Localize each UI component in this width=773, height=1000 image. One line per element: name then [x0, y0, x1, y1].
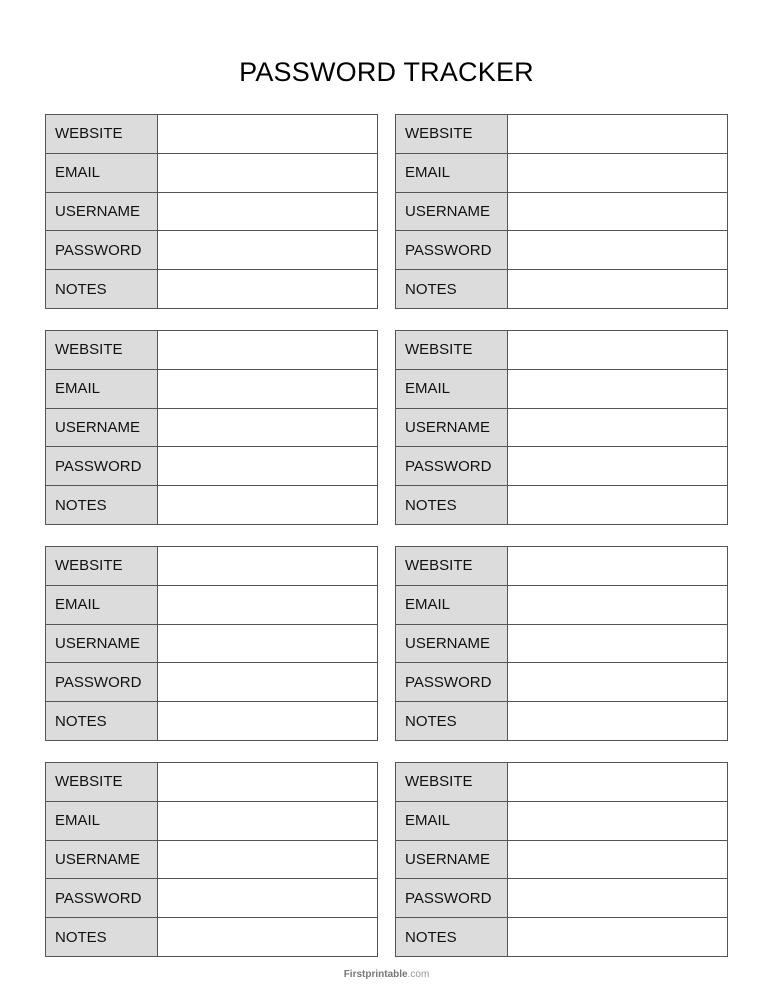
field-label-email: EMAIL	[396, 802, 508, 840]
field-label-username: USERNAME	[46, 625, 158, 663]
field-value-website[interactable]	[158, 763, 377, 801]
field-row-username	[396, 840, 727, 879]
page-title: PASSWORD TRACKER	[239, 57, 534, 87]
field-label-website: WEBSITE	[396, 763, 508, 801]
field-row-password	[396, 662, 727, 701]
field-row-website	[46, 115, 377, 153]
field-row-password	[46, 662, 377, 701]
password-cards-grid	[45, 114, 728, 957]
field-label-notes: NOTES	[46, 486, 158, 524]
field-row-email	[46, 153, 377, 192]
field-label-notes: NOTES	[396, 270, 508, 308]
field-row-username	[46, 192, 377, 231]
field-row-website	[396, 547, 727, 585]
password-entry-card	[45, 114, 378, 309]
field-row-website	[46, 547, 377, 585]
field-label-username: USERNAME	[396, 625, 508, 663]
field-value-password[interactable]	[508, 879, 727, 917]
field-label-website: WEBSITE	[396, 331, 508, 369]
field-row-password	[46, 878, 377, 917]
field-value-website[interactable]	[158, 331, 377, 369]
field-value-email[interactable]	[508, 586, 727, 624]
password-entry-card	[45, 330, 378, 525]
field-label-email: EMAIL	[396, 370, 508, 408]
field-row-email	[396, 153, 727, 192]
field-value-notes[interactable]	[158, 702, 377, 740]
field-row-notes	[396, 701, 727, 740]
field-label-website: WEBSITE	[46, 547, 158, 585]
field-row-username	[46, 840, 377, 879]
field-value-notes[interactable]	[508, 270, 727, 308]
field-row-username	[396, 192, 727, 231]
field-row-notes	[46, 485, 377, 524]
field-value-password[interactable]	[158, 879, 377, 917]
field-value-password[interactable]	[158, 663, 377, 701]
field-label-email: EMAIL	[396, 154, 508, 192]
field-value-password[interactable]	[508, 663, 727, 701]
field-row-username	[46, 624, 377, 663]
field-label-notes: NOTES	[46, 702, 158, 740]
field-value-username[interactable]	[508, 841, 727, 879]
field-value-username[interactable]	[508, 409, 727, 447]
field-value-email[interactable]	[508, 802, 727, 840]
field-label-password: PASSWORD	[46, 231, 158, 269]
field-row-password	[396, 446, 727, 485]
field-value-website[interactable]	[158, 547, 377, 585]
field-label-password: PASSWORD	[46, 663, 158, 701]
field-value-email[interactable]	[508, 370, 727, 408]
field-value-username[interactable]	[508, 625, 727, 663]
field-row-email	[46, 585, 377, 624]
field-row-password	[46, 446, 377, 485]
footer-brand	[0, 968, 773, 982]
field-row-password	[46, 230, 377, 269]
field-value-email[interactable]	[158, 154, 377, 192]
field-label-password: PASSWORD	[396, 663, 508, 701]
field-label-email: EMAIL	[46, 370, 158, 408]
password-entry-card	[395, 330, 728, 525]
field-label-username: USERNAME	[396, 409, 508, 447]
field-label-email: EMAIL	[46, 154, 158, 192]
field-value-email[interactable]	[158, 586, 377, 624]
field-row-website	[396, 115, 727, 153]
field-row-username	[396, 624, 727, 663]
field-value-website[interactable]	[508, 331, 727, 369]
field-label-username: USERNAME	[396, 193, 508, 231]
field-label-website: WEBSITE	[46, 763, 158, 801]
field-label-email: EMAIL	[46, 586, 158, 624]
field-row-email	[46, 801, 377, 840]
field-label-notes: NOTES	[396, 486, 508, 524]
password-entry-card	[395, 546, 728, 741]
field-value-notes[interactable]	[158, 918, 377, 956]
field-label-username: USERNAME	[46, 409, 158, 447]
field-row-username	[396, 408, 727, 447]
field-label-email: EMAIL	[46, 802, 158, 840]
field-value-username[interactable]	[158, 409, 377, 447]
field-row-notes	[396, 917, 727, 956]
field-row-notes	[46, 917, 377, 956]
field-value-username[interactable]	[158, 193, 377, 231]
field-row-password	[396, 878, 727, 917]
field-value-website[interactable]	[508, 763, 727, 801]
field-value-username[interactable]	[158, 841, 377, 879]
field-value-website[interactable]	[508, 547, 727, 585]
field-value-email[interactable]	[508, 154, 727, 192]
field-value-password[interactable]	[158, 447, 377, 485]
field-label-notes: NOTES	[46, 918, 158, 956]
footer-brand-tld: .com	[407, 969, 430, 980]
field-row-email	[396, 801, 727, 840]
field-label-website: WEBSITE	[396, 115, 508, 153]
field-label-password: PASSWORD	[46, 447, 158, 485]
field-label-notes: NOTES	[396, 918, 508, 956]
field-row-notes	[46, 701, 377, 740]
field-row-notes	[396, 269, 727, 308]
field-row-email	[396, 585, 727, 624]
field-label-email: EMAIL	[396, 586, 508, 624]
field-value-website[interactable]	[508, 115, 727, 153]
password-entry-card	[45, 546, 378, 741]
field-label-username: USERNAME	[46, 841, 158, 879]
field-row-notes	[46, 269, 377, 308]
field-label-password: PASSWORD	[396, 879, 508, 917]
field-row-website	[46, 763, 377, 801]
field-row-username	[46, 408, 377, 447]
field-row-email	[46, 369, 377, 408]
password-entry-card	[395, 762, 728, 957]
field-label-username: USERNAME	[46, 193, 158, 231]
password-entry-card	[45, 762, 378, 957]
field-label-password: PASSWORD	[46, 879, 158, 917]
field-value-username[interactable]	[508, 193, 727, 231]
field-value-password[interactable]	[508, 231, 727, 269]
field-label-notes: NOTES	[46, 270, 158, 308]
field-label-notes: NOTES	[396, 702, 508, 740]
field-label-username: USERNAME	[396, 841, 508, 879]
field-row-password	[396, 230, 727, 269]
field-row-website	[46, 331, 377, 369]
field-label-website: WEBSITE	[396, 547, 508, 585]
field-row-website	[396, 331, 727, 369]
field-value-notes[interactable]	[508, 702, 727, 740]
field-value-username[interactable]	[158, 625, 377, 663]
field-row-website	[396, 763, 727, 801]
field-label-website: WEBSITE	[46, 331, 158, 369]
field-value-password[interactable]	[508, 447, 727, 485]
field-value-notes[interactable]	[508, 486, 727, 524]
field-label-website: WEBSITE	[46, 115, 158, 153]
footer-brand-name: Firstprintable	[343, 969, 408, 980]
field-value-notes[interactable]	[158, 270, 377, 308]
field-label-password: PASSWORD	[396, 447, 508, 485]
field-row-email	[396, 369, 727, 408]
field-value-password[interactable]	[158, 231, 377, 269]
field-value-email[interactable]	[158, 370, 377, 408]
field-value-notes[interactable]	[158, 486, 377, 524]
field-value-notes[interactable]	[508, 918, 727, 956]
field-value-website[interactable]	[158, 115, 377, 153]
field-label-password: PASSWORD	[396, 231, 508, 269]
field-row-notes	[396, 485, 727, 524]
password-entry-card	[395, 114, 728, 309]
field-value-email[interactable]	[158, 802, 377, 840]
